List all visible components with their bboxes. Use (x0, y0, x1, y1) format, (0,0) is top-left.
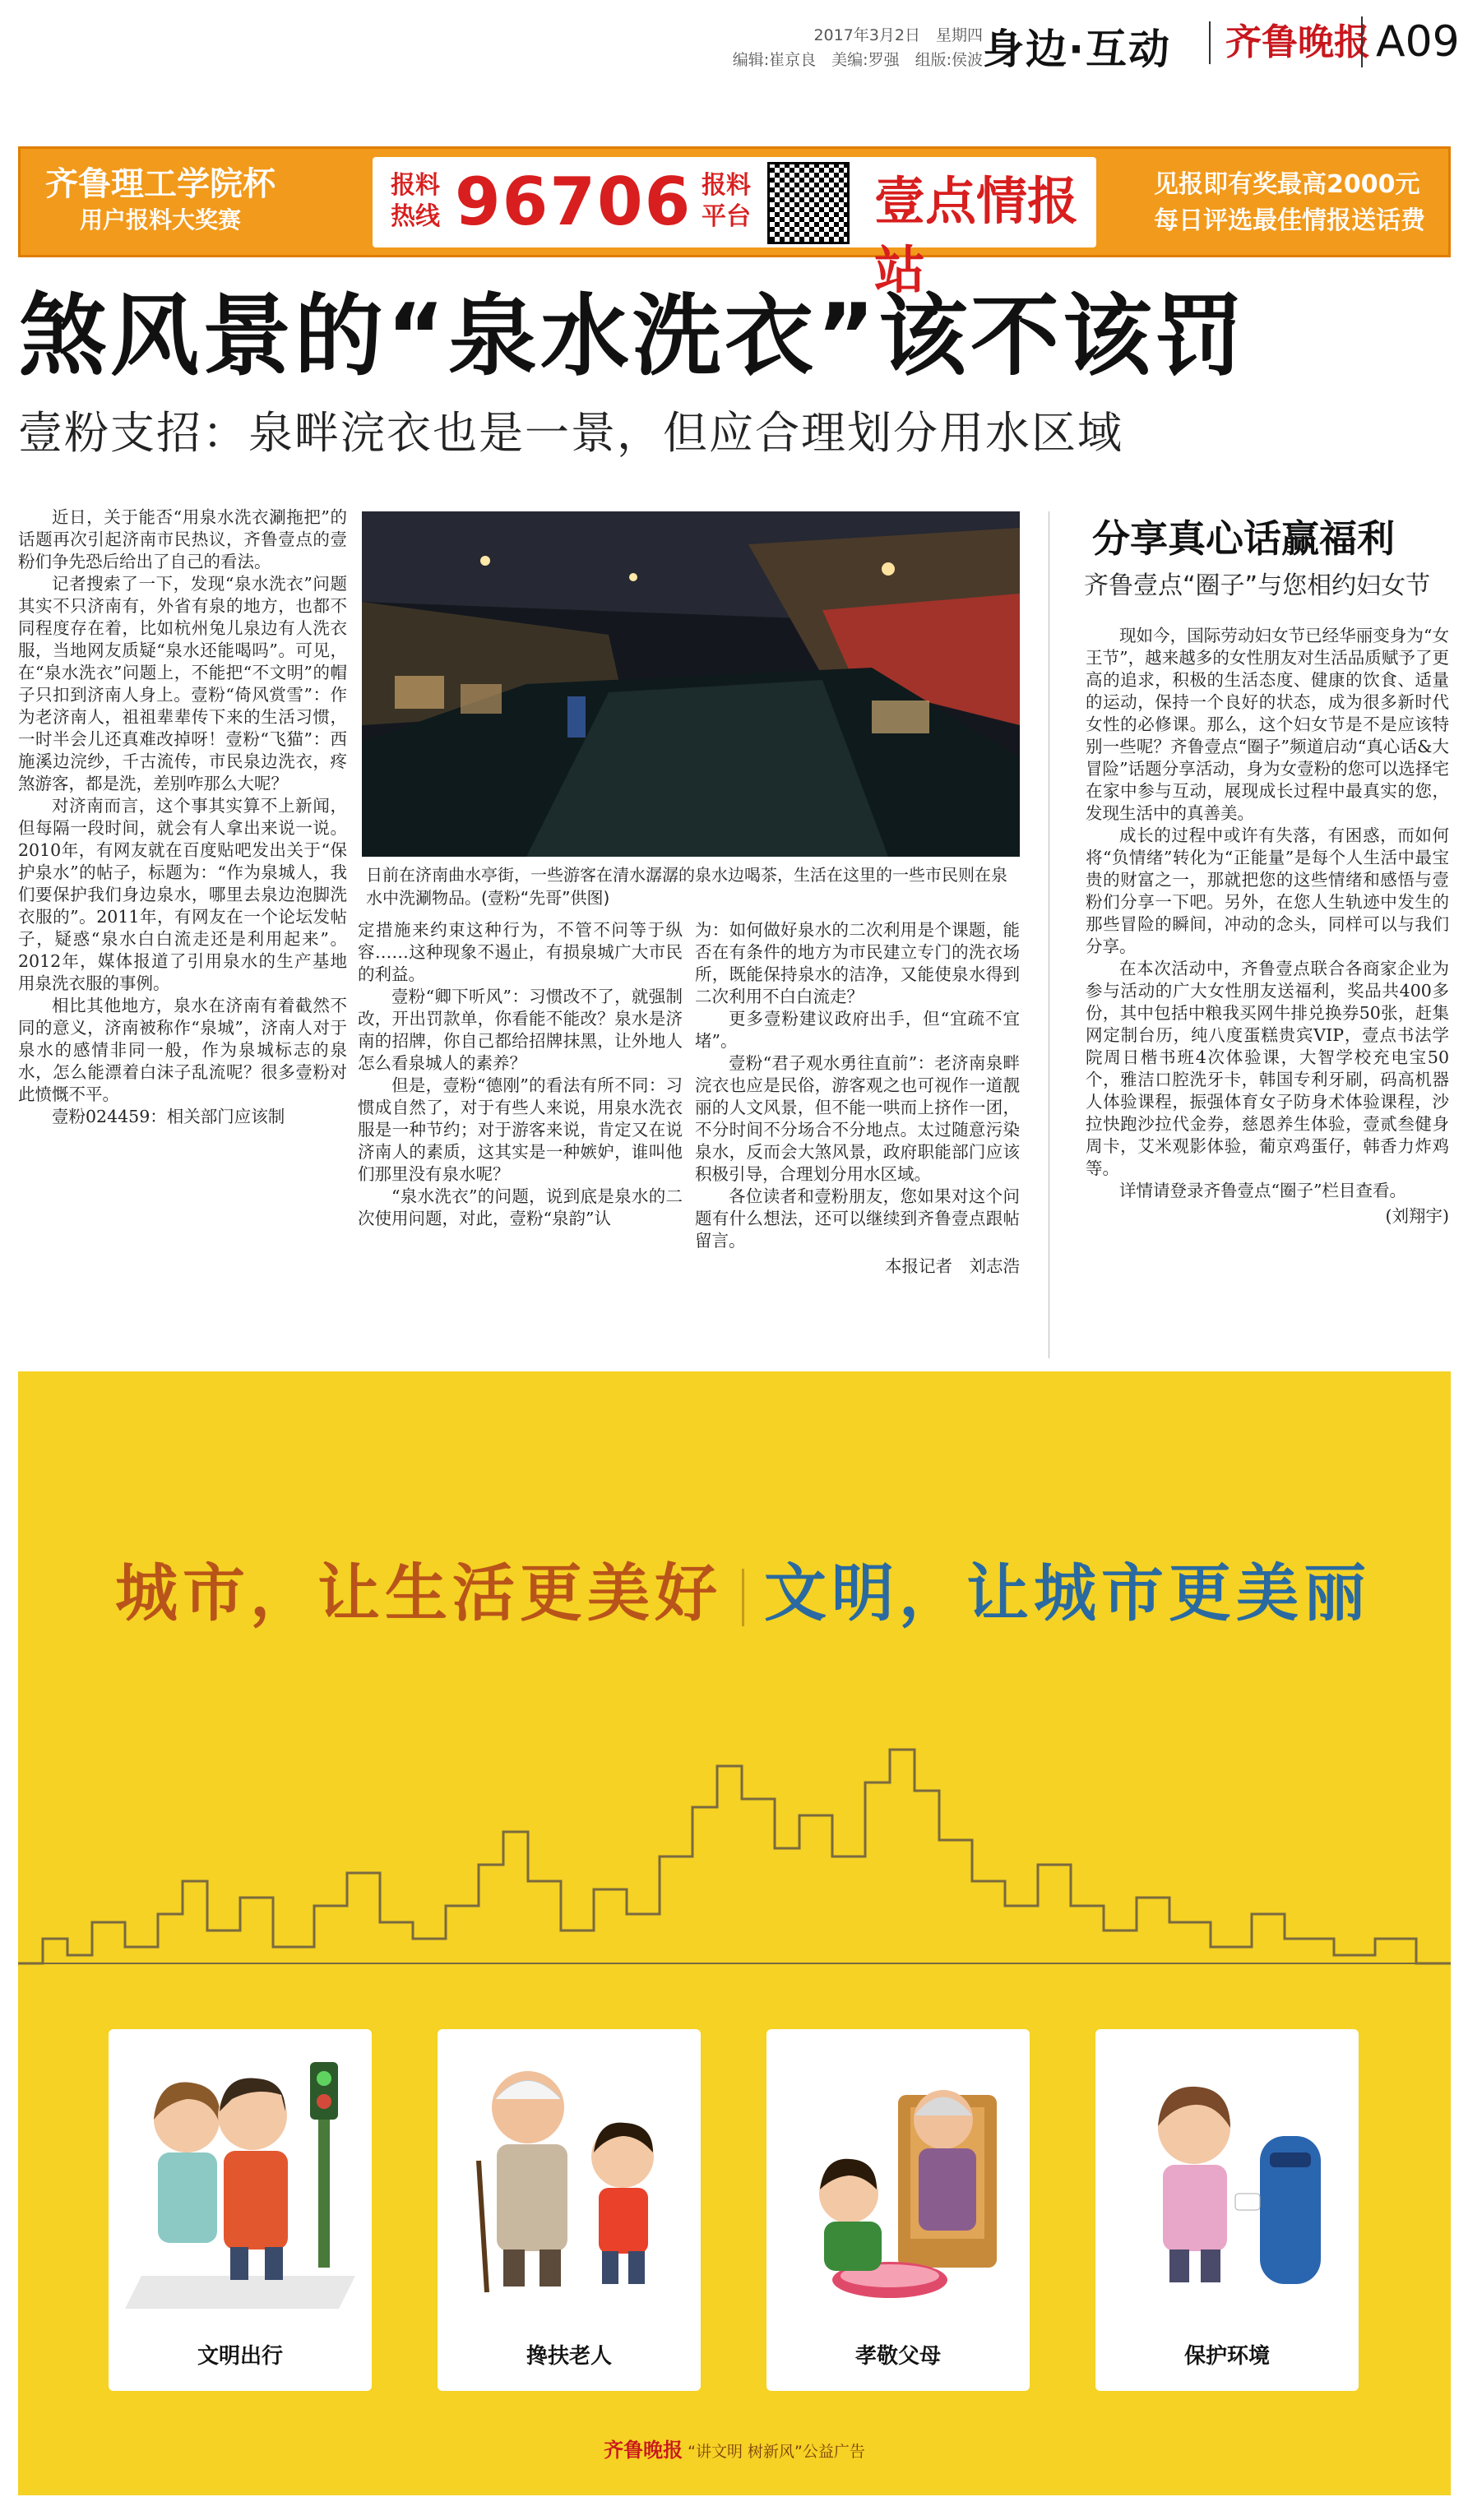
contest-name (45, 164, 276, 236)
article-paragraph: 为：如何做好泉水的二次利用是个课题，能否在有条件的地方为市民建立专门的洗衣场所，既能保持泉水的洁净，又能使泉水得到二次利用不白白流走？ (695, 920, 1020, 1006)
contest-name-line1: 齐鲁理工学院杯 (45, 165, 276, 203)
article-paragraph: 壹粉“卿下听风”：习惯改不了，就强制改，开出罚款单，你看能不能改？泉水是济南的招牌，你自己都给招牌抹黑，让外地人怎么看泉城人的素养？ (358, 987, 683, 1073)
article-headline: 煞风景的“泉水洗衣”该不该罚 (18, 285, 1247, 388)
promo-text (1154, 167, 1425, 239)
promo-line1: 见报即有奖最高2000元 (1154, 170, 1420, 199)
article-byline: 本报记者 刘志浩 (885, 1256, 1020, 1276)
promo-line2: 每日评选最佳情报送话费 (1154, 206, 1425, 235)
feature-paragraph: 成长的过程中或许有失落，有困惑，而如何将“负情绪”转化为“正能量”是每个人生活中最宝贵的财富之一，那就把您的这些情绪和感悟与壹粉们分享一下吧。另外，在您人生轨迹中发生的那些冒险的瞬间，冲动的念头，同样可以与我们分享。 (1086, 825, 1449, 956)
spring-street-photo-illustration (362, 511, 1020, 857)
crosswalk-couple-illustration (109, 2029, 372, 2325)
article-paragraph: 各位读者和壹粉朋友，您如果对这个问题有什么想法，还可以继续到齐鲁壹点跟帖留言。 (695, 1186, 1020, 1251)
poster-footer (18, 2434, 1451, 2462)
hotline-number[interactable]: 96706 (455, 164, 692, 240)
article-column-3 (695, 919, 1020, 1363)
scene-label: 文明出行 (197, 2344, 283, 2369)
feature-paragraph: 在本次活动中，齐鲁壹点联合各商家企业为参与活动的广大女性朋友送福利，奖品共400多份，其中包括中粮我买网牛排兑换券50张，赶集网定制台历，纯八度蛋糕贵宾VIP，壹点书法学院周日楷书班4次体验课，大智学校充电宝50个，雅洁口腔洗牙卡，韩国专利牙刷，码高机器人体验课程，振强体育女子防身术体验课程，沙拉快跑沙拉代金券，慈恩养生体验，壹贰叁健身周卡，艾米观影体验，葡京鸡蛋仔，韩香力炸鸡等。 (1086, 959, 1449, 1178)
scene-protect-environment (1095, 2029, 1359, 2391)
slogan-right: 文明，让城市更美丽 (764, 1556, 1371, 1630)
slogan-left: 城市，让生活更美好 (115, 1556, 722, 1630)
washing-feet-illustration (766, 2029, 1030, 2325)
hotline-label: 报料热线 (391, 171, 440, 231)
platform-brand: 壹点情报站 (874, 171, 1079, 300)
article-paragraph: “泉水洗衣”的问题，说到底是泉水的二次使用问题，对此，壹粉“泉韵”认 (358, 1186, 683, 1228)
hotline-box (373, 157, 1096, 300)
scene-helping-elderly (438, 2029, 701, 2391)
recycling-bin-illustration (1095, 2029, 1359, 2325)
footer-newspaper-logo: 齐鲁晚报 (604, 2438, 683, 2462)
scene-filial-piety (766, 2029, 1030, 2391)
newspaper-logo: 齐鲁晚报 (1209, 21, 1370, 64)
article-paragraph: 定措施来约束这种行为，不管不问等于纵容……这种现象不遏止，有损泉城广大市民的利益。 (358, 920, 683, 984)
photo-caption: 日前在济南曲水亭街，一些游客在清水潺潺的泉水边喝茶，生活在这里的一些市民则在泉水中洗涮物品。(壹粉“先哥”供图) (366, 865, 1007, 908)
issue-date: 2017年3月2日 星期四 (813, 26, 983, 44)
masthead (0, 0, 1468, 123)
contest-name-line2: 用户报料大奖赛 (79, 206, 241, 234)
article-paragraph: 壹粉024459：相关部门应该制 (52, 1107, 285, 1126)
article-paragraph: 记者搜索了一下，发现“泉水洗衣”问题其实不只济南有，外省有泉的地方，也都不同程度存在着，比如杭州兔儿泉边有人洗衣服，当地网友质疑“泉水还能喝吗”。可见，在“泉水洗衣”问题上，不能把“不文明”的帽子只扣到济南人身上。壹粉“倚风赏雪”：作为老济南人，祖祖辈辈传下来的生活习惯，一时半会儿还真难改掉呀！壹粉“飞猫”：西施溪边浣纱，千古流传，市民泉边洗衣，疼煞游客，都是洗，差别咋那么大呢？ (18, 574, 347, 793)
city-skyline-illustration (18, 1717, 1451, 1988)
feature-column (1086, 625, 1449, 1348)
feature-byline: (刘翔宇) (1385, 1206, 1449, 1226)
article-paragraph: 对济南而言，这个事其实算不上新闻，但每隔一段时间，就会有人拿出来说一说。2010年，有网友就在百度贴吧发出关于“保护泉水”的帖子，标题为：“作为泉城人，我们要保护我们身边泉水，哪里去泉边泡脚洗衣服的”。2011年，有网友在一个论坛发帖子，疑惑“泉水白白流走还是利用起来”。2012年，媒体报道了引用泉水的生产基地用泉洗衣服的事例。 (18, 796, 347, 993)
report-contest-banner[interactable] (18, 146, 1451, 300)
article-photo (362, 511, 1020, 857)
issue-meta (733, 23, 983, 72)
page-number: A09 (1361, 16, 1460, 67)
issue-editors: 编辑:崔京良 美编:罗强 组版:侯波 (732, 51, 983, 69)
article-column-1 (18, 506, 347, 1362)
section-title: 身边·互动 (983, 25, 1171, 73)
article-paragraph: 壹粉“君子观水勇往直前”：老济南泉畔浣衣也应是民俗，游客观之也可视作一道靓丽的人文风景，但不能一哄而上挤作一团，不分时间不分场合不分地点。太过随意污染泉水，反而会大煞风景，政府职能部门应该积极引导，合理划分用水区域。 (695, 1053, 1020, 1184)
article-subheadline: 壹粉支招：泉畔浣衣也是一景，但应合理划分用水区域 (18, 407, 1123, 459)
public-service-poster (18, 1371, 1451, 2495)
scene-label: 孝敬父母 (854, 2344, 941, 2369)
platform-label: 报料平台 (702, 171, 751, 231)
poster-slogan (115, 1552, 1371, 1635)
scene-label: 搀扶老人 (526, 2344, 612, 2369)
feature-title: 分享真心话赢福利 (1092, 516, 1395, 561)
article-paragraph: 但是，壹粉“德刚”的看法有所不同：习惯成自然了，对于有些人来说，用泉水洗衣服是一种节约；对于游客来说，肯定又在说济南人的素质，这其实是一种嫉妒，谁叫他们那里没有泉水呢？ (358, 1075, 683, 1184)
scene-civilized-travel (109, 2029, 372, 2391)
qr-code-icon[interactable] (767, 162, 850, 244)
article-paragraph: 近日，关于能否“用泉水洗衣涮拖把”的话题再次引起济南市民热议，齐鲁壹点的壹粉们争先恐后给出了自己的看法。 (18, 507, 347, 571)
article-paragraph: 相比其他地方，泉水在济南有着截然不同的意义，济南被称作“泉城”，济南人对于泉水的感情非同一般，作为泉城标志的泉水，怎么能漂着白沫子乱流呢？很多壹粉对此愤慨不平。 (18, 996, 347, 1104)
feature-subtitle: 齐鲁壹点“圈子”与您相约妇女节 (1084, 571, 1431, 600)
helping-elderly-illustration (438, 2029, 701, 2325)
slogan-divider (742, 1569, 744, 1626)
footer-campaign-text: “讲文明 树新风”公益广告 (688, 2443, 865, 2461)
feature-paragraph: 详情请登录齐鲁壹点“圈子”栏目查看。 (1119, 1181, 1406, 1200)
article-paragraph: 更多壹粉建议政府出手，但“宜疏不宜堵”。 (695, 1009, 1020, 1051)
feature-paragraph: 现如今，国际劳动妇女节已经华丽变身为“女王节”，越来越多的女性朋友对生活品质赋予了更高的追求，积极的生活态度、健康的饮食、适量的运动，保持一个良好的状态，成为很多新时代女性的必修课。那么，这个妇女节是不是应该特别一些呢？齐鲁壹点“圈子”频道启动“真心话&大冒险”话题分享活动，身为女壹粉的您可以选择宅在家中参与互动，展现成长过程中最真实的您，发现生活中的真善美。 (1086, 626, 1449, 823)
article-column-2 (358, 919, 683, 1363)
scene-label: 保护环境 (1183, 2344, 1270, 2369)
